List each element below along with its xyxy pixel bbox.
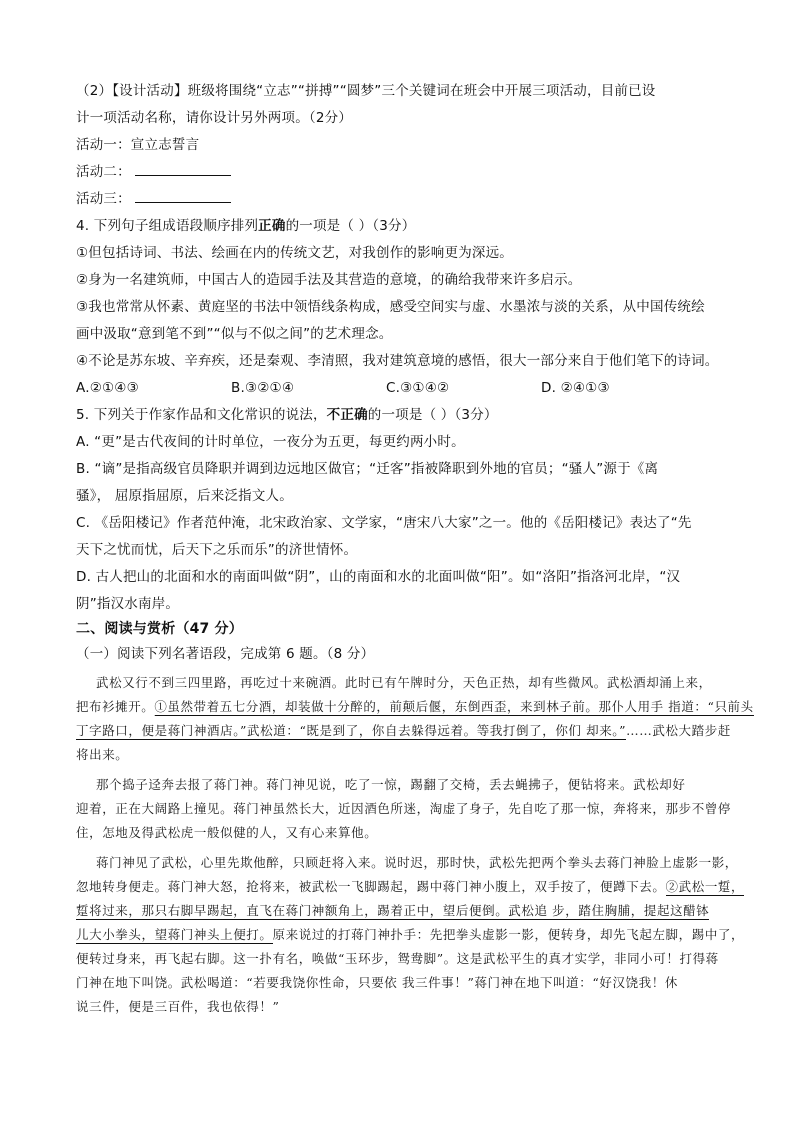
activity-3 (76, 190, 231, 208)
q4-sentence-4: ④不论是苏东坡、辛弃疾，还是秦观、李清照，我对建筑意境的感悟，很大一部分来自于他们笔下的诗词。 (76, 353, 719, 369)
activity-3-blank[interactable] (135, 190, 231, 203)
q4-sentence-1: ①但包括诗词、书法、绘画在内的传统文艺，对我创作的影响更为深远。 (76, 245, 514, 261)
q5-option-b-line2: 骚》， 屈原指屈原，后来泛指文人。 (76, 488, 293, 504)
activity-2-label: 活动二： (76, 164, 131, 180)
q4-option-b[interactable]: B.③②①④ (231, 380, 295, 396)
passage-underline-2c: 儿大小拳头，望蒋门神头上便打。 (76, 927, 273, 942)
q5-option-a[interactable]: A. “更”是古代夜间的计时单位，一夜分为五更，每更约两小时。 (76, 434, 465, 450)
section-2-title: 二、阅读与赏析（47 分） (76, 621, 243, 637)
passage-p3-line3 (76, 902, 709, 920)
passage-p3-line7: 说三件，便是三百件，我也依得！” (76, 999, 280, 1014)
passage-p2-line2: 迎着，正在大阔路上撞见。蒋门神虽然长大，近因酒色所迷，淘虚了身子，先自吃了那一惊，奔将来，那步不曾停 (76, 801, 732, 816)
passage-p3-line2 (76, 878, 744, 896)
passage-underline-1b: 丁字路口，便是蒋门神酒店。”武松道：“既是到了，你自去躲得远着。等我打倒了，你们 却来。” (76, 723, 627, 738)
passage-p2-line3: 住，怎地及得武松虎一般似健的人，又有心来算他。 (76, 825, 378, 840)
q5-option-b-line1[interactable]: B. “谪”是指高级官员降职并调到边远地区做官；“迁客”指被降职到外地的官员；“骚人”源于《离 (76, 461, 659, 477)
q4-options (76, 379, 696, 397)
q4-stem-b: 的一项是（ ）（3分） (285, 218, 416, 234)
activity-2 (76, 163, 231, 181)
q5-stem-b: 的一项是（ ）（3分） (367, 407, 498, 423)
q4-option-c[interactable]: C.③①④② (386, 380, 450, 396)
q5-stem-bold: 不正确 (326, 407, 368, 423)
activity-1: 活动一：宣立志誓言 (76, 137, 200, 153)
q4-stem-bold: 正确 (258, 218, 286, 234)
passage-p3-line1: 蒋门神见了武松，心里先欺他醉，只顾赶将入来。说时迟，那时快，武松先把两个拳头去蒋门神脸上虚影一影， (96, 855, 738, 870)
passage-p1-line2 (76, 698, 754, 716)
passage-p1-line3 (76, 722, 731, 740)
passage-p3-line5: 便转过身来，再飞起右脚。这一扑有名，唤做“玉环步，鸳鸯脚”。这是武松平生的真才实学，非同小可！打得蒋 (76, 951, 719, 966)
q5-stem-a: 5. 下列关于作家作品和文化常识的说法， (76, 407, 327, 423)
q5-stem (76, 406, 498, 424)
q4-sentence-3b: 画中汲取“意到笔不到”“似与不似之间”的艺术理念。 (76, 326, 393, 342)
q4-option-d[interactable]: D. ②④①③ (541, 380, 610, 396)
q4-stem-a: 4. 下列句子组成语段顺序排列 (76, 218, 259, 234)
q2-line1: （2）【设计活动】班级将围绕“立志”“拼搏”“圆梦”三个关键词在班会中开展三项活动，目前已设 (76, 83, 656, 99)
q4-stem (76, 217, 415, 235)
passage-underline-2a: ②武松一踅， (665, 879, 745, 894)
section-2-subtitle: （一）阅读下列名著语段，完成第 6 题。（8 分） (76, 646, 375, 662)
passage-p3-line4 (76, 926, 744, 944)
passage-underline-2b: 踅将过来，那只右脚早踢起，直飞在蒋门神额角上，踢着正中，望后便倒。武松追 步，踏住胸脯，提起这醋钵 (76, 903, 710, 918)
passage-p2-line1: 那个捣子迳奔去报了蒋门神。蒋门神见说，吃了一惊，踢翻了交椅，丢去蝇拂子，便钻将来。武松却好 (96, 777, 686, 792)
activity-2-blank[interactable] (135, 163, 231, 176)
q5-option-c-line1[interactable]: C. 《岳阳楼记》作者范仲淹，北宋政治家、文学家，“唐宋八大家”之一。他的《岳阳楼记》表达了“先 (76, 515, 692, 531)
q5-option-d-line2: 阴”指汉水南岸。 (76, 596, 180, 612)
passage-p1-line4: 将出来。 (76, 747, 129, 762)
q2-line2: 计一项活动名称，请你设计另外两项。（2分） (76, 110, 353, 126)
q4-option-a[interactable]: A.②①④③ (76, 380, 139, 396)
q5-option-c-line2: 天下之忧而忧，后天下之乐而乐”的济世情怀。 (76, 542, 358, 558)
q4-sentence-2: ②身为一名建筑师，中国古人的造园手法及其营造的意境，的确给我带来许多启示。 (76, 272, 582, 288)
passage-p3-line4-text: 原来说过的打蒋门神扑手：先把拳头虚影一影，便转身，却先飞起左脚，踢中了， (272, 927, 745, 942)
passage-p1-line1: 武松又行不到三四里路，再吃过十来碗酒。此时已有午牌时分，天色正热，却有些微风。武松酒却涌上来， (96, 675, 712, 690)
passage-p1-line3-text: ……武松大踏步赶 (626, 723, 731, 738)
passage-p3-line6: 门神在地下叫饶。武松喝道：“若要我饶你性命，只要依 我三件事！”蒋门神在地下叫道：“好汉饶我！休 (76, 975, 678, 990)
q4-sentence-3a: ③我也常常从怀素、黄庭坚的书法中领悟线条构成，感受空间实与虚、水墨浓与淡的关系，从中国传统绘 (76, 299, 705, 315)
passage-p1-line2-text: 把布衫摊开。 (76, 699, 155, 714)
passage-p3-line2-text: 忽地转身便走。蒋门神大怒，抢将来，被武松一飞脚踢起，踢中蒋门神小腹上，双手按了，便蹲下去。 (76, 879, 666, 894)
q5-option-d-line1[interactable]: D. 古人把山的北面和水的南面叫做“阴”，山的南面和水的北面叫做“阳”。如“洛阳”指洛河北岸，“汉 (76, 569, 681, 585)
activity-3-label: 活动三： (76, 191, 131, 207)
passage-underline-1a: ①虽然带着五七分酒，却装做十分醉的，前颠后偃，东倒西歪，来到林子前。那仆人用手 指道：“只前头 (154, 699, 754, 714)
